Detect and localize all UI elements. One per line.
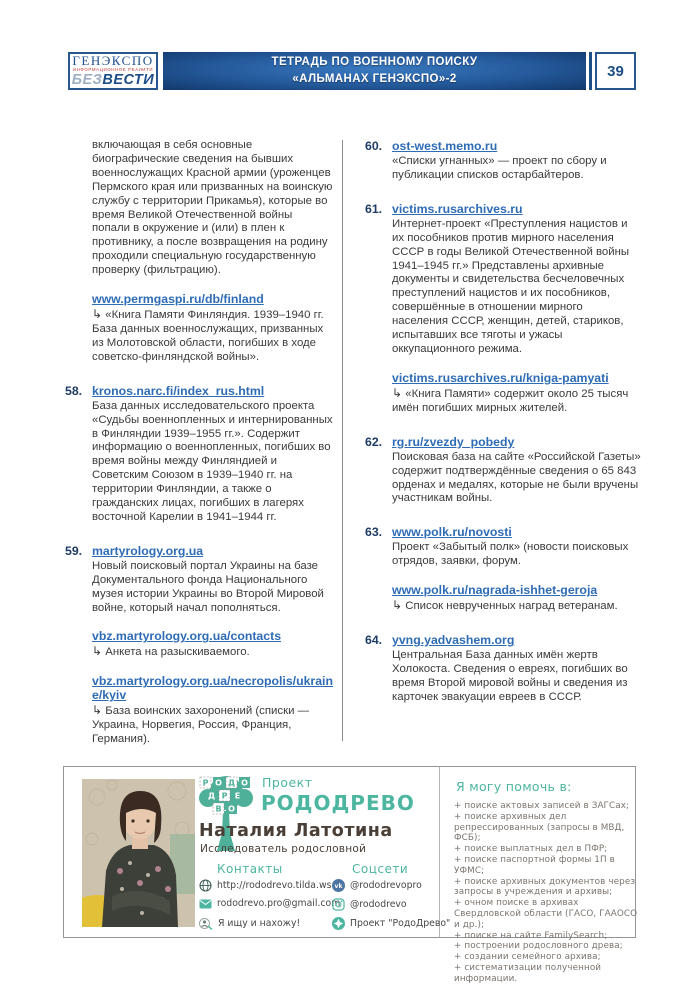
social-project-label[interactable]: Проект "РодоДрево" <box>350 918 451 929</box>
entry-number: 64. <box>365 633 383 648</box>
branch-arrow-icon: ↳ <box>392 385 403 400</box>
contacts-title: Контакты <box>217 862 283 876</box>
person-search-icon <box>199 917 213 930</box>
social-vk-row <box>332 879 422 892</box>
branch-arrow-icon: ↳ <box>92 703 103 718</box>
branch-arrow-icon: ↳ <box>92 307 103 322</box>
svg-text:Р: Р <box>221 791 228 801</box>
help-item: + систематизации полученной информации. <box>454 962 602 984</box>
help-item: + поиске паспортной формы 1П в УФМС; <box>454 854 615 876</box>
vk-icon <box>332 879 345 892</box>
sublink-desc: Анкета на разыскиваемого. <box>105 646 250 659</box>
project-name: РОДОДРЕВО <box>261 791 415 815</box>
branch-arrow-icon: ↳ <box>92 644 103 659</box>
entry-text: Интернет-проект «Преступления нацистов и их пособников против мирного населения СССР в годы Великой Отечественной войны 1941–1945 гг.» Представлены архивные документы и свидетельства бесчеловечных преступлений нацистов и их пособников, совершённые в отношении мирного населения СССР, женщин, детей, стариков, испытавших все тяготы и ужасы оккупационного режима. <box>392 217 630 355</box>
link-ost-west[interactable]: ost-west.memo.ru <box>392 139 498 153</box>
svg-text:О: О <box>241 778 248 788</box>
help-item: + поиске архивных дел репрессированных (запросы в МВД, ФСБ); <box>454 811 625 844</box>
entry-text: включающая в себя основные биографические сведения на бывших военнослужащих Красной армии (уроженцев Пермского края или призванных на воинскую службу с территории Прикамья), которые во время Великой Отечественной войны попали в окружение и (или) в плен к противнику, а после возвращения на родину проходили специальную государственную проверку (фильтрацию). <box>92 139 333 277</box>
sublink-desc: «Книга Памяти» содержит около 25 тысяч имён погибших мирных жителей. <box>392 387 629 414</box>
contact-email-row <box>199 898 340 909</box>
entry-number: 60. <box>365 139 383 153</box>
svg-text:Д: Д <box>227 778 236 788</box>
help-item: + поиске на сайте FamilySearch; <box>454 930 608 941</box>
entry-58 <box>65 384 333 525</box>
entry-64 <box>365 633 641 705</box>
entry-number: 62. <box>365 434 383 449</box>
entry-number: 61. <box>365 201 383 216</box>
social-instagram-row <box>332 898 407 911</box>
sublink-polk-nagrada <box>392 583 641 614</box>
left-column <box>65 139 333 766</box>
help-item: + поиске архивных документов через запросы в учреждения и архивы; <box>454 876 636 898</box>
svg-text:Д: Д <box>207 791 216 801</box>
contact-slogan: Я ищу и нахожу! <box>218 918 301 929</box>
help-item: + построении родословного древа; <box>454 941 623 952</box>
sublink-desc: «Книга Памяти Финляндия. 1939–1940 гг. База данных военнослужащих, призванных из Молотовской области, погибших в ходе советско-финляндской войны». <box>92 309 324 363</box>
help-item: + поиске актовых записей в ЗАГСах; <box>454 801 630 811</box>
star-badge-icon <box>332 917 345 930</box>
help-item: + поиске выплатных дел в ПФР; <box>454 844 608 855</box>
link-martyrology-necropolis[interactable]: vbz.martyrology.org.ua/necropolis/ukraine/kyiv <box>92 674 333 703</box>
logo-bezvesti: БЕЗВЕСТИ <box>71 72 155 89</box>
entry-63 <box>365 525 641 614</box>
social-instagram-handle[interactable]: @rododrevo <box>350 899 407 910</box>
entry-text: База данных исследовательского проекта «Судьбы военнопленных и интернированных в Финляндии 1939–1955 гг.». Содержит информацию о военнопленных, погибших во время войны между Финляндией и Советским Союзом в 1939–1940 гг. на территории Финляндии, а также о гражданских лицах, погибших в лагерях восточной Карелии в 1941–1944 гг. <box>92 399 333 523</box>
svg-text:В: В <box>215 804 222 814</box>
entry-text: Поисковая база на сайте «Российской Газеты» содержит подтверждённые сведения о 65 843 орденах и медалях, которые не были вручены участникам войны. <box>392 450 641 505</box>
sublink-martyrology-contacts <box>92 629 333 660</box>
contact-website-row <box>199 879 331 892</box>
banner-accent-strip <box>589 52 592 90</box>
banner-line2: «АЛЬМАНАХ ГЕНЭКСПО»-2 <box>292 73 457 85</box>
social-vk-handle[interactable]: @rododrevopro <box>350 880 422 891</box>
help-item: + создании семейного архива; <box>454 952 601 963</box>
link-yadvashem[interactable]: yvng.yadvashem.org <box>392 633 515 648</box>
svg-text:Р: Р <box>202 778 209 788</box>
entry-number: 63. <box>365 525 383 540</box>
link-polk-nagrada[interactable]: www.polk.ru/nagrada-ishhet-geroja <box>392 583 598 598</box>
rododrevo-ad-card <box>63 766 638 984</box>
column-divider <box>342 140 343 741</box>
help-title: Я могу помочь в: <box>456 779 572 794</box>
envelope-icon <box>199 899 212 909</box>
genexpo-logo <box>68 52 158 90</box>
sublink-permgaspi <box>92 292 333 365</box>
sublink-desc: Список неврученных наград ветеранам. <box>405 600 618 613</box>
link-martyrology[interactable]: martyrology.org.ua <box>92 543 204 558</box>
right-column <box>365 139 641 724</box>
entry-continuation <box>65 139 333 365</box>
contact-website[interactable]: http://rododrevo.tilda.ws <box>217 880 332 891</box>
branch-arrow-icon: ↳ <box>392 598 403 613</box>
logo-title: ГЕНЭКСПО <box>72 53 154 69</box>
entry-59 <box>65 544 333 747</box>
contact-email[interactable]: rododrevo.pro@gmail.com <box>217 898 341 909</box>
entry-62 <box>365 435 641 507</box>
page-header-banner <box>163 52 586 90</box>
link-victims[interactable]: victims.rusarchives.ru <box>392 201 523 216</box>
entry-text: Центральная База данных имён жертв Холокоста. Сведения о евреях, погибших во время Второй мировой войны и сведения из карточек эвакуации евреев в СССР. <box>392 649 628 703</box>
link-martyrology-contacts[interactable]: vbz.martyrology.org.ua/contacts <box>92 629 282 644</box>
svg-text:Е: Е <box>234 791 241 801</box>
globe-icon <box>199 879 212 892</box>
person-role: Исследователь родословной <box>200 843 367 855</box>
help-item: + очном поиске в архивах Свердловской области (ГАСО, ГААОСО и др.); <box>454 898 638 930</box>
sublink-martyrology-necropolis <box>92 674 333 747</box>
svg-text:vk: vk <box>334 883 343 890</box>
banner-line1: ТЕТРАДЬ ПО ВОЕННОМУ ПОИСКУ <box>271 56 478 69</box>
person-name: Наталия Латотина <box>199 821 393 841</box>
help-list <box>454 801 640 985</box>
entry-number: 59. <box>65 543 83 558</box>
link-permgaspi[interactable]: www.permgaspi.ru/db/finland <box>92 292 264 307</box>
entry-text: Проект «Забытый полк» (новости поисковых отрядов, заявки, форум. <box>392 541 629 568</box>
ad-section-divider <box>439 767 440 937</box>
entry-61 <box>365 202 641 416</box>
svg-text:О: О <box>215 778 222 788</box>
social-project-row <box>332 917 450 930</box>
entry-text: Новый поисковый портал Украины на базе Документального фонда Национального музея истории Украины во Второй Мировой войне, который начал пополняться. <box>92 559 324 614</box>
sublink-kniga-pamyati <box>392 371 641 416</box>
svg-text:О: О <box>228 804 235 814</box>
sublink-desc: База воинских захоронений (списки — Украина, Норвегия, Россия, Франция, Германия). <box>92 705 310 746</box>
project-label: Проект <box>262 775 313 790</box>
entry-60 <box>365 139 641 183</box>
contact-slogan-row <box>199 917 300 930</box>
link-kniga-pamyati[interactable]: victims.rusarchives.ru/kniga-pamyati <box>392 370 609 385</box>
link-polk-novosti[interactable]: www.polk.ru/novosti <box>392 525 512 540</box>
logo-subtitle: ИНФОРМАЦИОННОЕ РЕАЛИТИ <box>72 67 154 73</box>
instagram-icon <box>332 898 345 911</box>
socials-title: Соцсети <box>352 862 409 876</box>
entry-text: «Списки угнанных» — проект по сбору и публикации списков остарбайтеров. <box>392 155 607 181</box>
link-rg-zvezdy[interactable]: rg.ru/zvezdy_pobedy <box>392 434 515 449</box>
entry-number: 58. <box>65 383 83 398</box>
portrait-photo <box>82 779 195 927</box>
link-kronos[interactable]: kronos.narc.fi/index_rus.html <box>92 383 265 398</box>
page-number: 39 <box>595 52 636 90</box>
